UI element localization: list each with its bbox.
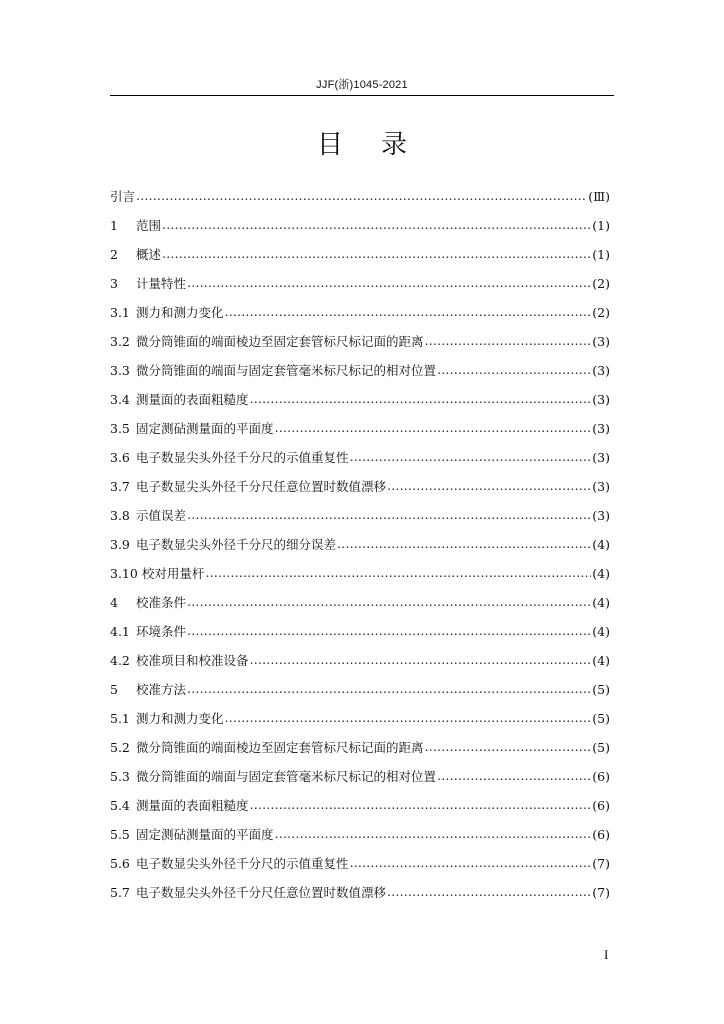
toc-entry-number: 4.1	[110, 624, 130, 639]
toc-dot-leader	[136, 188, 587, 203]
toc-entry	[110, 274, 610, 303]
toc-entry-label: 校准项目和校准设备	[136, 653, 249, 668]
toc-dot-leader	[205, 565, 591, 580]
toc-entry-number: 3.3	[110, 363, 130, 378]
toc-entry	[110, 245, 610, 274]
toc-entry	[110, 767, 610, 796]
toc-dot-leader	[225, 304, 592, 319]
toc-entry-number: 4.2	[110, 653, 130, 668]
toc-entry-page: (3)	[592, 479, 610, 494]
toc-entry-label: 测量面的表面粗糙度	[136, 798, 249, 813]
toc-entry-label: 示值误差	[136, 508, 187, 523]
toc-entry-page: (6)	[592, 827, 610, 842]
toc-entry-label: 范围	[136, 218, 162, 233]
toc-entry	[110, 825, 610, 854]
toc-entry-label: 电子数显尖头外径千分尺任意位置时数值漂移	[136, 479, 387, 494]
toc-entry-label: 电子数显尖头外径千分尺的示值重复性	[136, 856, 349, 871]
toc-entry-label: 环境条件	[136, 624, 187, 639]
toc-entry-label: 电子数显尖头外径千分尺的示值重复性	[136, 450, 349, 465]
toc-entry	[110, 854, 610, 883]
page-title: 目录	[316, 130, 445, 160]
toc-entry-number: 3.6	[110, 450, 130, 465]
toc-dot-leader	[350, 449, 592, 464]
toc-entry-number: 3.10	[110, 566, 138, 581]
toc-entry	[110, 709, 610, 738]
toc-entry-number: 3.8	[110, 508, 130, 523]
toc-entry-number: 5.7	[110, 885, 130, 900]
toc-entry-page: (3)	[592, 392, 610, 407]
toc-entry	[110, 593, 610, 622]
toc-entry-page: (Ⅲ)	[588, 189, 610, 204]
toc-entry	[110, 419, 610, 448]
toc-entry-label: 测力和测力变化	[136, 305, 224, 320]
toc-dot-leader	[387, 884, 591, 899]
toc-entry-label: 微分筒锥面的端面与固定套管毫米标尺标记的相对位置	[136, 769, 437, 784]
header-rule	[110, 95, 614, 96]
toc-entry	[110, 738, 610, 767]
toc-dot-leader	[225, 710, 592, 725]
toc-entry-label: 校对用量杆	[141, 566, 205, 581]
toc-dot-leader	[425, 333, 592, 348]
toc-entry-number: 3.4	[110, 392, 130, 407]
toc-entry	[110, 390, 610, 419]
toc-dot-leader	[350, 855, 592, 870]
toc-entry-number: 3.2	[110, 334, 130, 349]
toc-entry-label: 校准条件	[136, 595, 187, 610]
toc-entry-label: 校准方法	[136, 682, 187, 697]
toc-entry-label: 概述	[136, 247, 162, 262]
toc-entry-page: (3)	[592, 421, 610, 436]
toc-entry	[110, 622, 610, 651]
toc-dot-leader	[250, 797, 592, 812]
toc-entry-page: (5)	[592, 711, 610, 726]
toc-entry-number: 5.1	[110, 711, 130, 726]
toc-entry-page: (4)	[592, 566, 610, 581]
page-header: JJF(浙)1045-2021	[316, 79, 408, 91]
toc-dot-leader	[162, 217, 591, 232]
toc-entry-page: (3)	[592, 363, 610, 378]
toc-entry-label: 计量特性	[136, 276, 187, 291]
toc-dot-leader	[187, 507, 591, 522]
toc-entry-label: 测量面的表面粗糙度	[136, 392, 249, 407]
toc-entry	[110, 361, 610, 390]
toc-entry	[110, 477, 610, 506]
toc-dot-leader	[437, 362, 591, 377]
toc-entry-label: 引言	[110, 189, 136, 204]
toc-dot-leader	[250, 652, 592, 667]
toc-entry-page: (4)	[592, 653, 610, 668]
toc-entry-page: (3)	[592, 508, 610, 523]
toc-entry-number: 5	[110, 682, 118, 697]
toc-entry-page: (1)	[592, 218, 610, 233]
toc-entry-page: (3)	[592, 334, 610, 349]
toc-entry-page: (2)	[592, 276, 610, 291]
toc-dot-leader	[187, 275, 591, 290]
toc-entry	[110, 448, 610, 477]
page-number: I	[604, 947, 609, 962]
toc-entry-page: (4)	[592, 595, 610, 610]
toc-entry	[110, 506, 610, 535]
toc-entry-label: 微分筒锥面的端面棱边至固定套管标尺标记面的距离	[136, 334, 424, 349]
toc-dot-leader	[275, 420, 592, 435]
toc-entry	[110, 535, 610, 564]
toc-entry-page: (1)	[592, 247, 610, 262]
toc-entry-label: 测力和测力变化	[136, 711, 224, 726]
toc-entry-label: 电子数显尖头外径千分尺任意位置时数值漂移	[136, 885, 387, 900]
toc-entry	[110, 332, 610, 361]
toc-entry-page: (6)	[592, 798, 610, 813]
toc-dot-leader	[250, 391, 592, 406]
toc-entry-page: (2)	[592, 305, 610, 320]
toc-entry	[110, 796, 610, 825]
toc-entry-page: (5)	[592, 682, 610, 697]
toc-dot-leader	[187, 681, 591, 696]
toc-entry-number: 3.7	[110, 479, 130, 494]
toc-dot-leader	[187, 623, 591, 638]
toc-entry	[110, 680, 610, 709]
toc-entry	[110, 303, 610, 332]
toc-entry-page: (6)	[592, 769, 610, 784]
toc-entry-page: (4)	[592, 537, 610, 552]
toc-entry	[110, 216, 610, 245]
toc-entry-number: 5.5	[110, 827, 130, 842]
toc-dot-leader	[162, 246, 591, 261]
toc-entry	[110, 187, 610, 216]
toc-entry-page: (7)	[592, 856, 610, 871]
toc-entry-label: 微分筒锥面的端面棱边至固定套管标尺标记面的距离	[136, 740, 424, 755]
toc-entry-number: 5.6	[110, 856, 130, 871]
toc-entry-page: (3)	[592, 450, 610, 465]
toc-entry-number: 5.2	[110, 740, 130, 755]
toc-entry	[110, 883, 610, 912]
toc-entry-number: 3.9	[110, 537, 130, 552]
toc-entry-label: 微分筒锥面的端面与固定套管毫米标尺标记的相对位置	[136, 363, 437, 378]
toc-entry-number: 5.3	[110, 769, 130, 784]
toc-entry	[110, 564, 610, 593]
table-of-contents	[110, 187, 610, 912]
toc-dot-leader	[187, 594, 591, 609]
toc-entry-page: (7)	[592, 885, 610, 900]
toc-entry-page: (4)	[592, 624, 610, 639]
toc-entry-label: 固定测砧测量面的平面度	[136, 421, 274, 436]
toc-entry-number: 3.5	[110, 421, 130, 436]
toc-entry-number: 3.1	[110, 305, 130, 320]
toc-dot-leader	[275, 826, 592, 841]
toc-entry-number: 3	[110, 276, 118, 291]
toc-entry-number: 5.4	[110, 798, 130, 813]
toc-dot-leader	[425, 739, 592, 754]
toc-entry-number: 2	[110, 247, 118, 262]
toc-dot-leader	[387, 478, 591, 493]
toc-entry-label: 电子数显尖头外径千分尺的细分误差	[136, 537, 337, 552]
toc-dot-leader	[337, 536, 591, 551]
toc-dot-leader	[437, 768, 591, 783]
toc-entry-number: 4	[110, 595, 118, 610]
toc-entry-page: (5)	[592, 740, 610, 755]
toc-entry-label: 固定测砧测量面的平面度	[136, 827, 274, 842]
toc-entry	[110, 651, 610, 680]
toc-entry-number: 1	[110, 218, 118, 233]
